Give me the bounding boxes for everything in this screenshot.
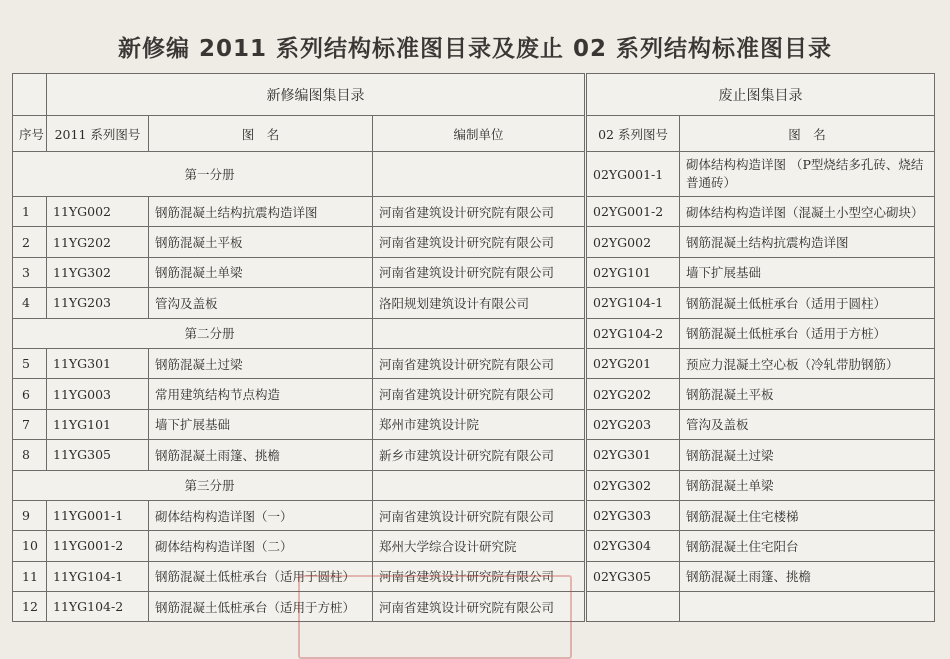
old-name: 钢筋混凝土单梁 (680, 470, 935, 500)
old-name: 砌体结构构造详图 （P型烧结多孔砖、烧结普通砖） (680, 152, 935, 197)
old-code: 02YG001-1 (586, 152, 680, 197)
unit: 河南省建筑设计研究院有限公司 (373, 197, 586, 227)
old-code: 02YG305 (586, 561, 680, 591)
group-header-old: 废止图集目录 (586, 74, 935, 116)
old-code (586, 592, 680, 622)
code: 11YG305 (47, 440, 149, 470)
table-row (13, 288, 935, 318)
name: 钢筋混凝土过梁 (149, 348, 373, 378)
old-code: 02YG303 (586, 500, 680, 530)
seq: 5 (13, 348, 47, 378)
old-name (680, 592, 935, 622)
group-header-row (13, 74, 935, 116)
unit: 河南省建筑设计研究院有限公司 (373, 592, 586, 622)
table-row (13, 531, 935, 561)
old-code: 02YG104-1 (586, 288, 680, 318)
section-label: 第二分册 (13, 318, 373, 348)
column-header-row (13, 116, 935, 152)
seq: 8 (13, 440, 47, 470)
section-blank (373, 152, 586, 197)
section-row-2 (13, 318, 935, 348)
seq: 9 (13, 500, 47, 530)
old-name: 管沟及盖板 (680, 409, 935, 439)
page-title: 新修编 2011 系列结构标准图目录及废止 02 系列结构标准图目录 (117, 36, 833, 62)
seq: 12 (13, 592, 47, 622)
col-unit: 编制单位 (373, 116, 586, 152)
name: 砌体结构构造详图（一） (149, 500, 373, 530)
seq: 1 (13, 197, 47, 227)
old-code: 02YG203 (586, 409, 680, 439)
section-label: 第一分册 (13, 152, 373, 197)
unit: 洛阳规划建筑设计有限公司 (373, 288, 586, 318)
old-name: 墙下扩展基础 (680, 257, 935, 287)
old-name: 钢筋混凝土雨篷、挑檐 (680, 561, 935, 591)
old-name: 钢筋混凝土结构抗震构造详图 (680, 227, 935, 257)
old-name: 钢筋混凝土平板 (680, 379, 935, 409)
code: 11YG104-1 (47, 561, 149, 591)
old-name: 预应力混凝土空心板（冷轧带肋钢筋） (680, 348, 935, 378)
old-code: 02YG301 (586, 440, 680, 470)
seq: 4 (13, 288, 47, 318)
col-name-new: 图 名 (149, 116, 373, 152)
old-name: 钢筋混凝土过梁 (680, 440, 935, 470)
old-code: 02YG001-2 (586, 197, 680, 227)
unit: 河南省建筑设计研究院有限公司 (373, 257, 586, 287)
name: 管沟及盖板 (149, 288, 373, 318)
unit: 河南省建筑设计研究院有限公司 (373, 227, 586, 257)
section-label: 第三分册 (13, 470, 373, 500)
seq: 2 (13, 227, 47, 257)
old-name: 钢筋混凝土低桩承台（适用于圆柱） (680, 288, 935, 318)
blank-corner (13, 74, 47, 116)
code: 11YG104-2 (47, 592, 149, 622)
table-row (13, 257, 935, 287)
unit: 郑州大学综合设计研究院 (373, 531, 586, 561)
col-code-2011: 2011 系列图号 (47, 116, 149, 152)
code: 11YG101 (47, 409, 149, 439)
code: 11YG003 (47, 379, 149, 409)
old-name: 钢筋混凝土低桩承台（适用于方桩） (680, 318, 935, 348)
table-row (13, 379, 935, 409)
old-code: 02YG002 (586, 227, 680, 257)
unit: 郑州市建筑设计院 (373, 409, 586, 439)
col-name-old: 图 名 (680, 116, 935, 152)
seq: 10 (13, 531, 47, 561)
old-name: 钢筋混凝土住宅阳台 (680, 531, 935, 561)
old-code: 02YG302 (586, 470, 680, 500)
code: 11YG203 (47, 288, 149, 318)
name: 钢筋混凝土低桩承台（适用于圆柱） (149, 561, 373, 591)
section-row-3 (13, 470, 935, 500)
code: 11YG001-2 (47, 531, 149, 561)
code: 11YG302 (47, 257, 149, 287)
table-row (13, 348, 935, 378)
old-code: 02YG101 (586, 257, 680, 287)
name: 常用建筑结构节点构造 (149, 379, 373, 409)
col-seq: 序号 (13, 116, 47, 152)
old-code: 02YG304 (586, 531, 680, 561)
name: 墙下扩展基础 (149, 409, 373, 439)
old-name: 钢筋混凝土住宅楼梯 (680, 500, 935, 530)
section-blank (373, 470, 586, 500)
name: 钢筋混凝土结构抗震构造详图 (149, 197, 373, 227)
unit: 河南省建筑设计研究院有限公司 (373, 348, 586, 378)
catalog-table (12, 73, 935, 622)
table-row (13, 409, 935, 439)
old-code: 02YG202 (586, 379, 680, 409)
name: 钢筋混凝土平板 (149, 227, 373, 257)
section-row-1 (13, 152, 935, 197)
seq: 3 (13, 257, 47, 287)
seq: 7 (13, 409, 47, 439)
table-row (13, 592, 935, 622)
old-name: 砌体结构构造详图（混凝土小型空心砌块） (680, 197, 935, 227)
name: 钢筋混凝土低桩承台（适用于方桩） (149, 592, 373, 622)
table-row (13, 561, 935, 591)
table-row (13, 440, 935, 470)
code: 11YG002 (47, 197, 149, 227)
seq: 6 (13, 379, 47, 409)
table-row (13, 197, 935, 227)
name: 钢筋混凝土雨篷、挑檐 (149, 440, 373, 470)
code: 11YG202 (47, 227, 149, 257)
seq: 11 (13, 561, 47, 591)
group-header-new: 新修编图集目录 (47, 74, 586, 116)
name: 砌体结构构造详图（二） (149, 531, 373, 561)
name: 钢筋混凝土单梁 (149, 257, 373, 287)
code: 11YG301 (47, 348, 149, 378)
old-code: 02YG201 (586, 348, 680, 378)
unit: 新乡市建筑设计研究院有限公司 (373, 440, 586, 470)
unit: 河南省建筑设计研究院有限公司 (373, 561, 586, 591)
table-row (13, 500, 935, 530)
section-blank (373, 318, 586, 348)
unit: 河南省建筑设计研究院有限公司 (373, 379, 586, 409)
old-code: 02YG104-2 (586, 318, 680, 348)
code: 11YG001-1 (47, 500, 149, 530)
table-row (13, 227, 935, 257)
col-code-02: 02 系列图号 (586, 116, 680, 152)
unit: 河南省建筑设计研究院有限公司 (373, 500, 586, 530)
